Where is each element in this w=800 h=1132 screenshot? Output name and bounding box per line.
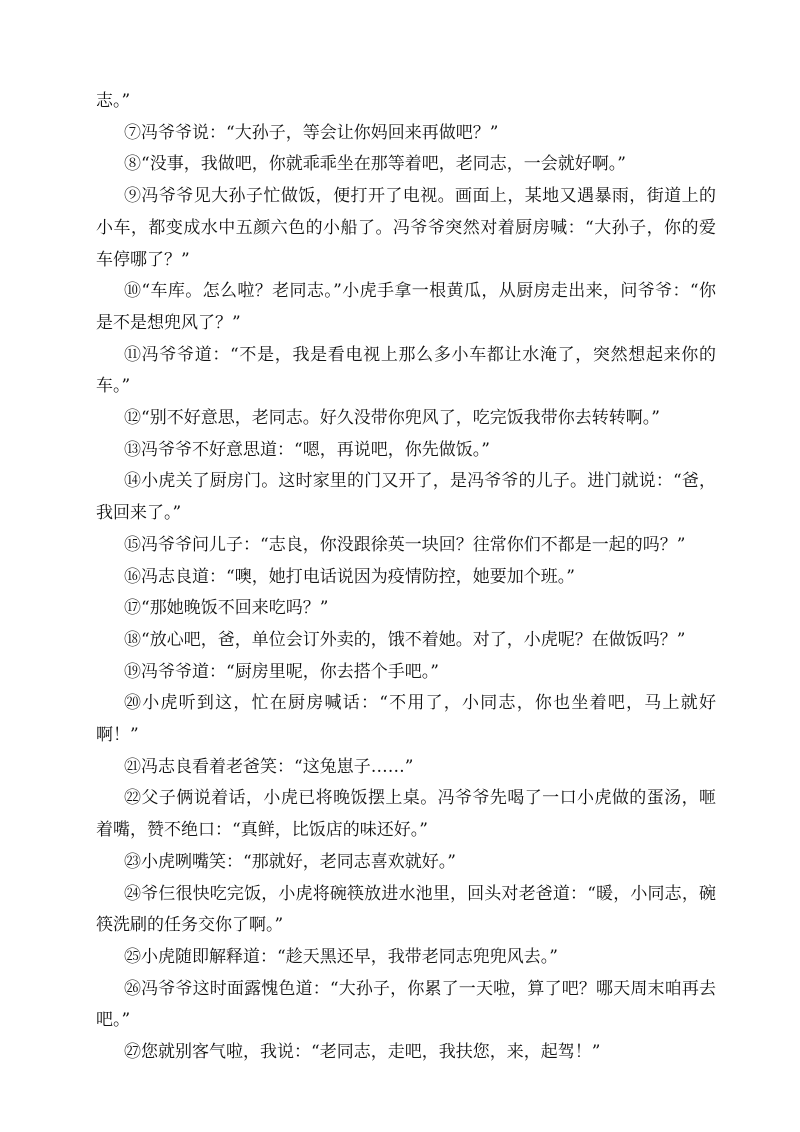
paragraph-7: ⑦冯爷爷说：“大孙子，等会让你妈回来再做吧？” bbox=[124, 122, 499, 143]
paragraph-22: ㉒父子俩说着话，小虎已将晚饭摆上桌。冯爷爷先喝了一口小虎做的蛋汤，咂着嘴，赞不绝口：“真鲜，比饭店的味还好。” bbox=[96, 788, 716, 841]
paragraph-24: ㉔爷仨很快吃完饭，小虎将碗筷放进水池里，回头对老爸道：“暖，小同志，碗筷洗刷的任务交你了啊。” bbox=[96, 883, 716, 936]
paragraph-25: ㉕小虎随即解释道：“趁天黑还早，我带老同志兜兜风去。” bbox=[124, 946, 558, 967]
paragraph-continuation: 志。” bbox=[96, 91, 131, 111]
paragraph-14: ⑭小虎关了厨房门。这时家里的门又开了，是冯爷爷的儿子。进门就说：“爸，我回来了。” bbox=[96, 471, 716, 524]
paragraph-10: ⑩“车库。怎么啦？老同志。”小虎手拿一根黄瓜，从厨房走出来，问爷爷：“你是不是想兜风了？” bbox=[96, 281, 716, 333]
paragraph-11: ⑪冯爷爷道：“不是，我是看电视上那么多小车都让水淹了，突然想起来你的车。” bbox=[96, 344, 716, 397]
paragraph-8: ⑧“没事，我做吧，你就乖乖坐在那等着吧，老同志，一会就好啊。” bbox=[124, 154, 626, 175]
paragraph-13: ⑬冯爷爷不好意思道：“嗯，再说吧，你先做饭。” bbox=[124, 439, 490, 460]
paragraph-18: ⑱“放心吧，爸，单位会订外卖的，饿不着她。对了，小虎呢？在做饭吗？” bbox=[124, 629, 686, 650]
paragraph-20: ⑳小虎听到这，忙在厨房喊话：“不用了，小同志，你也坐着吧，马上就好啊！” bbox=[96, 693, 716, 746]
paragraph-27: ㉗您就别客气啦，我说：“老同志，走吧，我扶您，来，起驾！” bbox=[124, 1042, 601, 1063]
paragraph-9: ⑨冯爷爷见大孙子忙做饭，便打开了电视。画面上，某地又遇暴雨，街道上的小车，都变成水中五颜六色的小船了。冯爷爷突然对着厨房喊：“大孙子，你的爱车停哪了？” bbox=[96, 186, 716, 270]
paragraph-12: ⑫“别不好意思，老同志。好久没带你兜风了，吃完饭我带你去转转啊。” bbox=[124, 408, 660, 429]
paragraph-26: ㉖冯爷爷这时面露愧色道：“大孙子，你累了一天啦，算了吧？哪天周末咱再去吧。” bbox=[96, 978, 716, 1031]
paragraph-16: ⑯冯志良道：“噢，她打电话说因为疫情防控，她要加个班。” bbox=[124, 566, 575, 587]
paragraph-17: ⑰“那她晚饭不回来吃吗？” bbox=[124, 598, 329, 619]
paragraph-23: ㉓小虎咧嘴笑：“那就好，老同志喜欢就好。” bbox=[124, 851, 456, 872]
story-text bbox=[96, 86, 716, 1069]
paragraph-19: ⑲冯爷爷道：“厨房里呢，你去搭个手吧。” bbox=[124, 661, 439, 682]
paragraph-21: ㉑冯志良看着老爸笑：“这兔崽子……” bbox=[124, 756, 414, 777]
paragraph-15: ⑮冯爷爷问儿子：“志良，你没跟徐英一块回？往常你们不都是一起的吗？” bbox=[124, 534, 686, 555]
